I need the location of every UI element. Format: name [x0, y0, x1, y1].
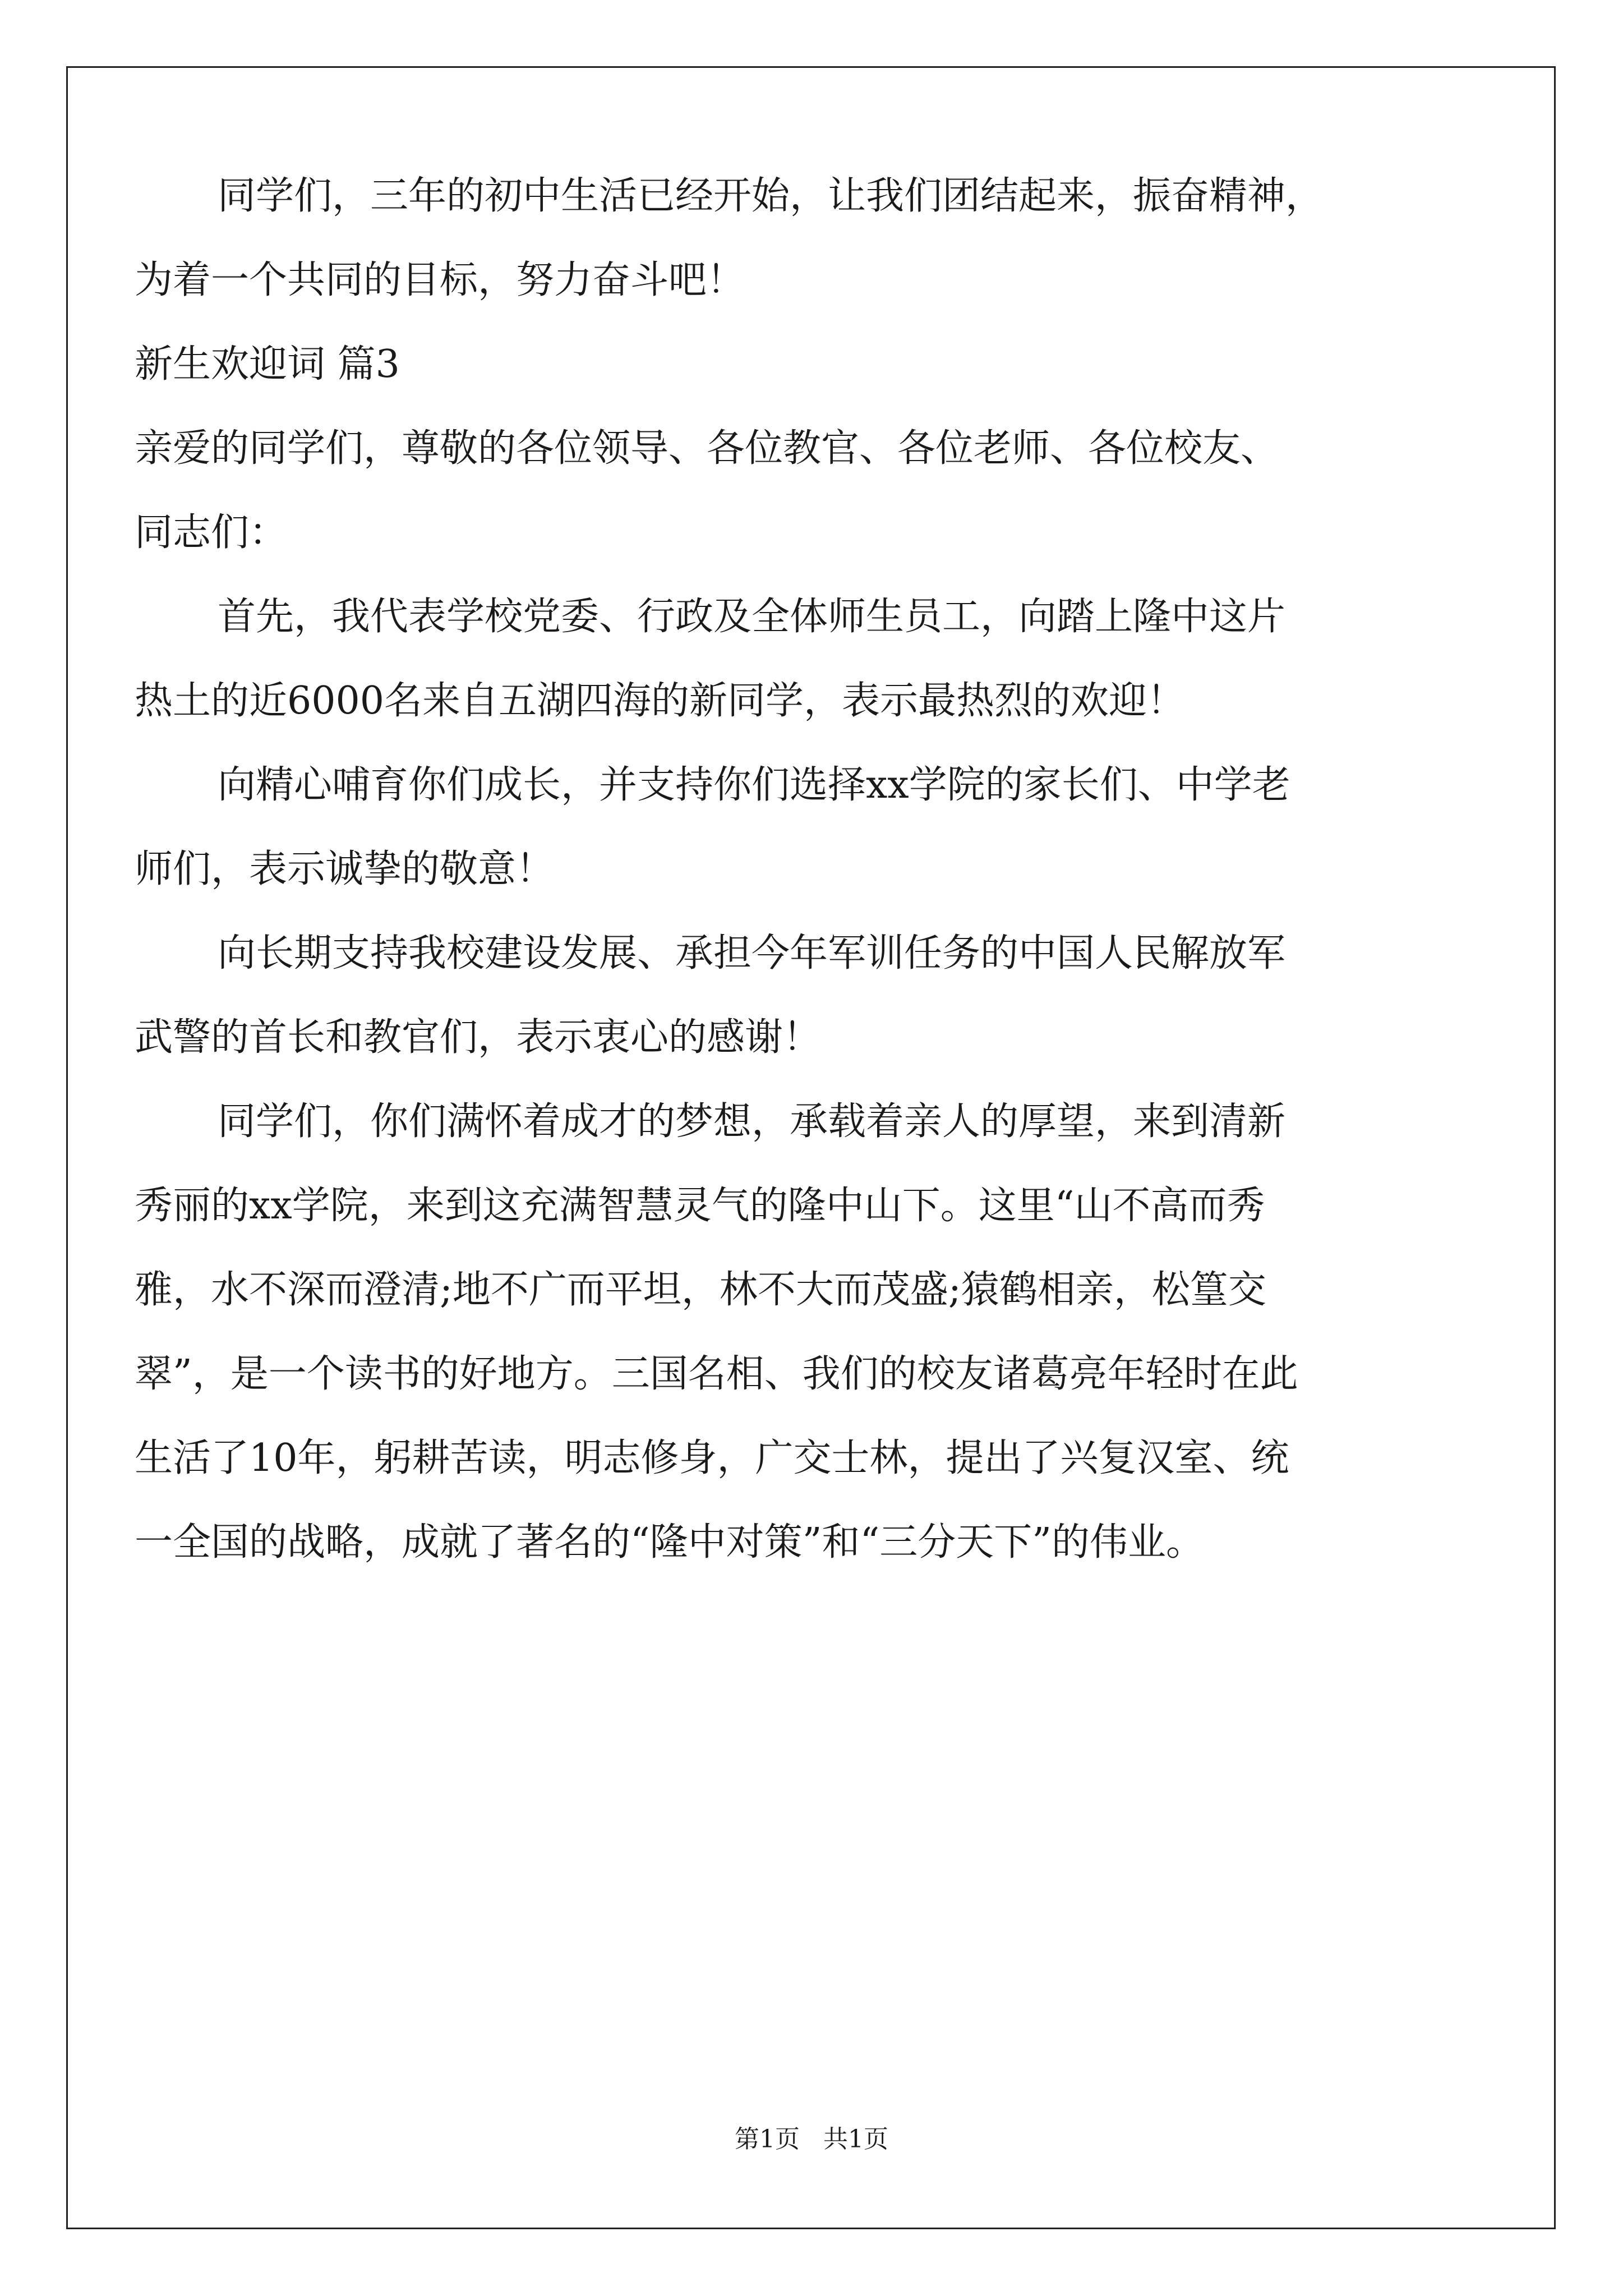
- paragraph-line: 一全国的战略，成就了著名的“隆中对策”和“三分天下”的伟业。: [135, 1520, 1205, 1565]
- paragraph-line: 首先，我代表学校党委、行政及全体师生员工，向踏上隆中这片: [218, 595, 1286, 639]
- paragraph-line: 翠”，是一个读书的好地方。三国名相、我们的校友诸葛亮年轻时在此: [135, 1352, 1298, 1396]
- paragraph-line: 向长期支持我校建设发展、承担今年军训任务的中国人民解放军: [218, 931, 1286, 976]
- paragraph-line: 师们，表示诚挚的敬意！: [135, 847, 555, 891]
- paragraph-line: 为着一个共同的目标，努力奋斗吧！: [135, 258, 745, 302]
- paragraph-line: 雅，水不深而澄清;地不广而平坦，林不大而茂盛;猿鹤相亲，松篁交: [135, 1268, 1266, 1312]
- page-number-footer: 第1页 共1页: [735, 2125, 888, 2154]
- section-heading: 新生欢迎词 篇3: [135, 342, 400, 386]
- paragraph-line: 生活了10年，躬耕苦读，明志修身，广交士林，提出了兴复汉室、统: [135, 1436, 1289, 1480]
- paragraph-line: 亲爱的同学们，尊敬的各位领导、各位教官、各位老师、各位校友、: [135, 426, 1279, 471]
- paragraph-line: 同学们，你们满怀着成才的梦想，承载着亲人的厚望，来到清新: [218, 1099, 1286, 1144]
- paragraph-line: 武警的首长和教官们，表示衷心的感谢！: [135, 1015, 822, 1060]
- paragraph-line: 秀丽的xx学院，来到这充满智慧灵气的隆中山下。这里“山不高而秀: [135, 1184, 1265, 1228]
- paragraph-line: 热土的近6000名来自五湖四海的新同学，表示最热烈的欢迎！: [135, 679, 1186, 723]
- paragraph-line: 同志们：: [135, 510, 288, 555]
- paragraph-line: 同学们，三年的初中生活已经开始，让我们团结起来，振奋精神，: [218, 174, 1324, 218]
- paragraph-line: 向精心哺育你们成长，并支持你们选择xx学院的家长们、中学老: [218, 763, 1290, 807]
